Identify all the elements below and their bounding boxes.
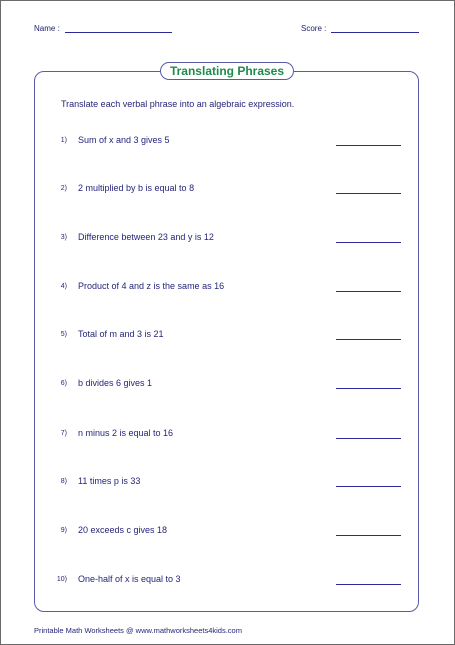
- problem-item: [1, 525, 454, 539]
- problem-text: Total of m and 3 is 21: [78, 329, 164, 339]
- answer-blank[interactable]: [336, 486, 401, 487]
- problem-item: [1, 281, 454, 295]
- problem-number: 7): [60, 430, 67, 437]
- problem-number: 10): [56, 576, 67, 583]
- instructions: Translate each verbal phrase into an algebraic expression.: [61, 99, 295, 109]
- answer-blank[interactable]: [336, 584, 401, 585]
- footer-credit: Printable Math Worksheets @ www.mathworksheets4kids.com: [34, 626, 242, 635]
- problem-text: 11 times p is 33: [78, 476, 141, 486]
- problem-text: One-half of x is equal to 3: [78, 574, 181, 584]
- problem-number: 3): [60, 234, 67, 241]
- problem-item: [1, 378, 454, 392]
- worksheet-header: [1, 21, 454, 37]
- problem-text: Difference between 23 and y is 12: [78, 232, 214, 242]
- problem-text: 20 exceeds c gives 18: [78, 525, 168, 535]
- problem-text: 2 multiplied by b is equal to 8: [78, 183, 195, 193]
- problem-item: [1, 329, 454, 343]
- problem-number: 8): [60, 478, 67, 485]
- name-field[interactable]: [65, 32, 172, 33]
- problem-text: b divides 6 gives 1: [78, 378, 153, 388]
- problem-text: n minus 2 is equal to 16: [78, 428, 174, 438]
- problem-item: [1, 574, 454, 588]
- score-field[interactable]: [331, 32, 419, 33]
- score-label: Score :: [301, 24, 327, 33]
- answer-blank[interactable]: [336, 145, 401, 146]
- worksheet-title: Translating Phrases: [160, 62, 294, 80]
- problem-item: [1, 232, 454, 246]
- problem-text: Product of 4 and z is the same as 16: [78, 281, 225, 291]
- problem-number: 1): [60, 137, 67, 144]
- problem-number: 5): [60, 331, 67, 338]
- answer-blank[interactable]: [336, 242, 401, 243]
- problem-item: [1, 135, 454, 149]
- answer-blank[interactable]: [336, 339, 401, 340]
- problem-number: 2): [60, 185, 67, 192]
- problem-number: 6): [60, 380, 67, 387]
- problem-number: 4): [60, 283, 67, 290]
- answer-blank[interactable]: [336, 193, 401, 194]
- problem-item: [1, 476, 454, 490]
- answer-blank[interactable]: [336, 535, 401, 536]
- problem-item: [1, 183, 454, 197]
- answer-blank[interactable]: [336, 438, 401, 439]
- problem-item: [1, 428, 454, 442]
- problem-text: Sum of x and 3 gives 5: [78, 135, 170, 145]
- problem-number: 9): [60, 527, 67, 534]
- name-label: Name :: [34, 24, 60, 33]
- answer-blank[interactable]: [336, 291, 401, 292]
- answer-blank[interactable]: [336, 388, 401, 389]
